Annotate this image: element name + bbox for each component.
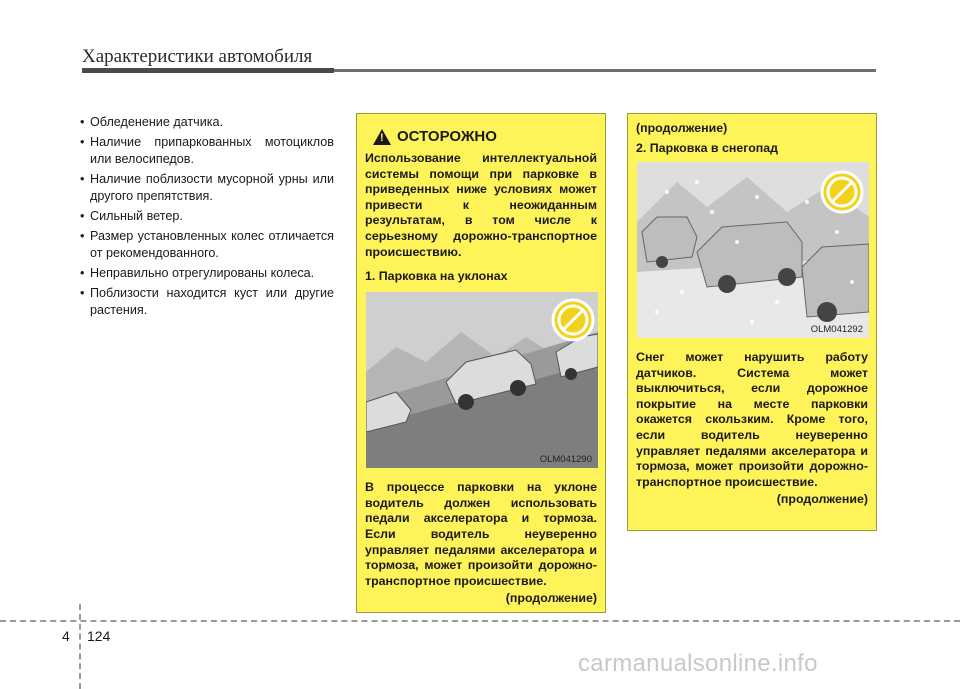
watermark: carmanualsonline.info — [578, 650, 818, 677]
list-item: • Наличие припаркованных мотоциклов или велосипедов. — [80, 134, 334, 168]
warning-panel — [356, 113, 606, 613]
snow-subheading: 2. Парковка в снегопад — [636, 141, 779, 155]
page-number: 124 — [87, 628, 111, 644]
condition-list — [80, 114, 334, 322]
warning-triangle-icon: ! — [373, 129, 391, 145]
snow-body: Снег может нарушить работу датчиков. Система может выключиться, если дорожное покрытие на месте парковки окажется скользким. Кроме того, если водитель неуверенно управляет педалями акселератора и тормоза, может произойти дорожно-транспортное происшествие. — [636, 350, 868, 489]
list-item: • Неправильно отрегулированы колеса. — [80, 265, 334, 282]
figure-code: OLM041290 — [539, 454, 592, 466]
continued-top: (продолжение) — [636, 121, 728, 135]
snow-parking-illustration — [637, 162, 869, 338]
no-entry-icon — [553, 300, 593, 340]
slope-parking-illustration — [366, 292, 598, 468]
warning-heading-text: ОСТОРОЖНО — [397, 128, 497, 145]
list-item: • Сильный ветер. — [80, 208, 334, 225]
footer-rule — [0, 620, 960, 622]
header-rule-accent — [82, 68, 334, 73]
list-item: • Поблизости находится куст или другие растения. — [80, 285, 334, 319]
list-item: • Наличие поблизости мусорной урны или другого препятствия. — [80, 171, 334, 205]
continued-label: (продолжение) — [776, 492, 868, 507]
list-item: • Размер установленных колес отличается от рекомендованного. — [80, 228, 334, 262]
snow-panel — [627, 113, 877, 531]
no-entry-icon — [822, 172, 862, 212]
footer-divider — [79, 604, 81, 689]
figure-code: OLM041292 — [810, 324, 863, 335]
warning-heading — [373, 128, 597, 145]
page-header-title: Характеристики автомобиля — [82, 46, 313, 67]
warning-intro: Использование интеллектуальной системы помощи при парковке в приведенных ниже условиях может привести к неожиданным результатам, в том числе к серьезному дорожно-транспортное происшествию. — [365, 151, 597, 259]
slope-subheading: 1. Парковка на уклонах — [365, 269, 508, 284]
list-item: • Обледенение датчика. — [80, 114, 334, 131]
chapter-number: 4 — [62, 628, 70, 644]
continued-label: (продолжение) — [505, 591, 597, 606]
slope-body: В процессе парковки на уклоне водитель должен использовать педали акселератора и тормоза. Если водитель неуверенно управляет педалями акселератора и тормоза, может произойти дорожно-транспортное происшествие. — [365, 480, 597, 588]
